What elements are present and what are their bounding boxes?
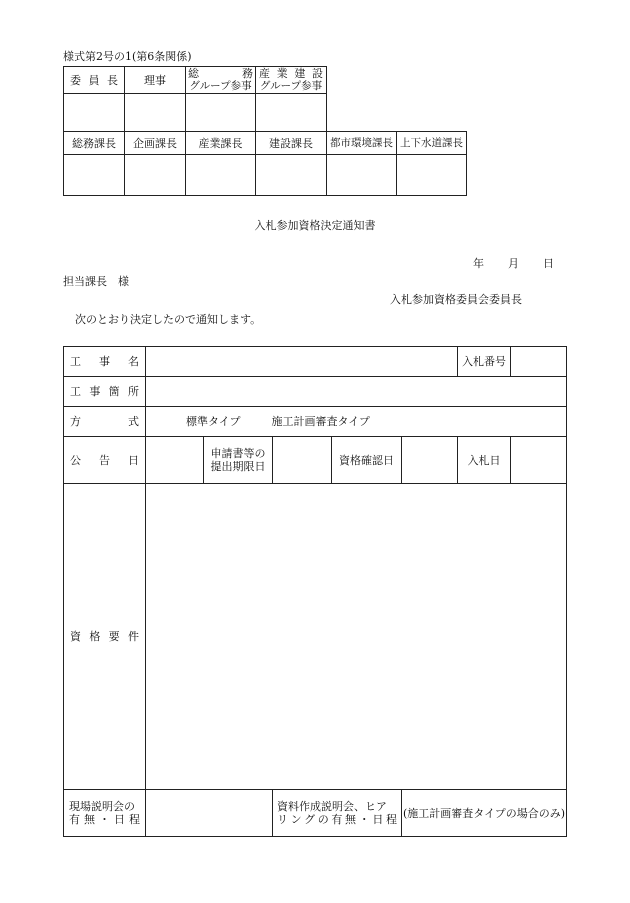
stamp-box	[64, 155, 125, 196]
sender: 入札参加資格委員会委員長	[390, 293, 522, 306]
header-planning-manager: 企画課長	[125, 132, 186, 155]
method-label: 方式	[64, 407, 146, 437]
method-option-construction-plan: 施工計画審査タイプ	[271, 415, 370, 428]
bid-number-label: 入札番号	[458, 347, 511, 377]
header-construction-manager: 建設課長	[256, 132, 327, 155]
method-value	[146, 407, 567, 437]
site-briefing-label: 現場説明会の 有無・日程	[64, 790, 146, 837]
header-urban-environment-manager: 都市環境課長	[327, 132, 397, 155]
qualification-requirements-value	[146, 484, 567, 790]
header-general-affairs-manager: 総務課長	[64, 132, 125, 155]
stamp-box	[125, 155, 186, 196]
header-industry-manager: 産業課長	[186, 132, 256, 155]
stamp-box	[327, 155, 397, 196]
bid-date-value	[511, 437, 567, 484]
form-number: 様式第2号の1(第6条関係)	[63, 50, 192, 63]
method-option-standard: 標準タイプ	[186, 415, 241, 428]
document-briefing-value	[402, 790, 567, 837]
project-name-label: 工事名	[64, 347, 146, 377]
approval-table-top	[63, 66, 327, 132]
stamp-box	[256, 94, 327, 132]
stamp-box	[256, 155, 327, 196]
header-director: 理事	[125, 67, 186, 94]
header-industry-construction-counselor: 産業建設 グループ参事	[256, 67, 327, 94]
addressee: 担当課長 様	[63, 275, 129, 288]
announcement-date-value	[146, 437, 204, 484]
bid-date-label: 入札日	[458, 437, 511, 484]
date-month: 月	[508, 257, 519, 270]
project-location-value	[146, 377, 567, 407]
document-title: 入札参加資格決定通知書	[254, 219, 376, 232]
project-name-value	[146, 347, 458, 377]
stamp-box	[125, 94, 186, 132]
qualification-confirm-date-label: 資格確認日	[332, 437, 402, 484]
bid-number-value	[511, 347, 567, 377]
main-form-table	[63, 346, 567, 837]
document-briefing-note: (施工計画審査タイプの場合のみ)	[403, 806, 566, 820]
stamp-box	[186, 94, 256, 132]
announcement-date-label: 公告日	[64, 437, 146, 484]
date-day: 日	[543, 257, 554, 270]
submission-deadline-value	[273, 437, 332, 484]
header-general-affairs-counselor: 総 務 グループ参事	[186, 67, 256, 94]
approval-table-bottom	[63, 131, 467, 196]
project-location-label: 工事箇所	[64, 377, 146, 407]
site-briefing-value	[146, 790, 273, 837]
header-water-sewer-manager: 上下水道課長	[397, 132, 467, 155]
date-year: 年	[473, 257, 484, 270]
stamp-box	[397, 155, 467, 196]
stamp-box	[64, 94, 125, 132]
document-briefing-label: 資料作成説明会、ヒア リングの有無・日程	[273, 790, 402, 837]
submission-deadline-label: 申請書等の 提出期限日	[204, 437, 273, 484]
header-committee-chair: 委員長	[64, 67, 125, 94]
stamp-box	[186, 155, 256, 196]
qualification-requirements-label: 資格要件	[64, 484, 146, 790]
qualification-confirm-date-value	[402, 437, 458, 484]
intro-text: 次のとおり決定したので通知します。	[75, 313, 262, 326]
